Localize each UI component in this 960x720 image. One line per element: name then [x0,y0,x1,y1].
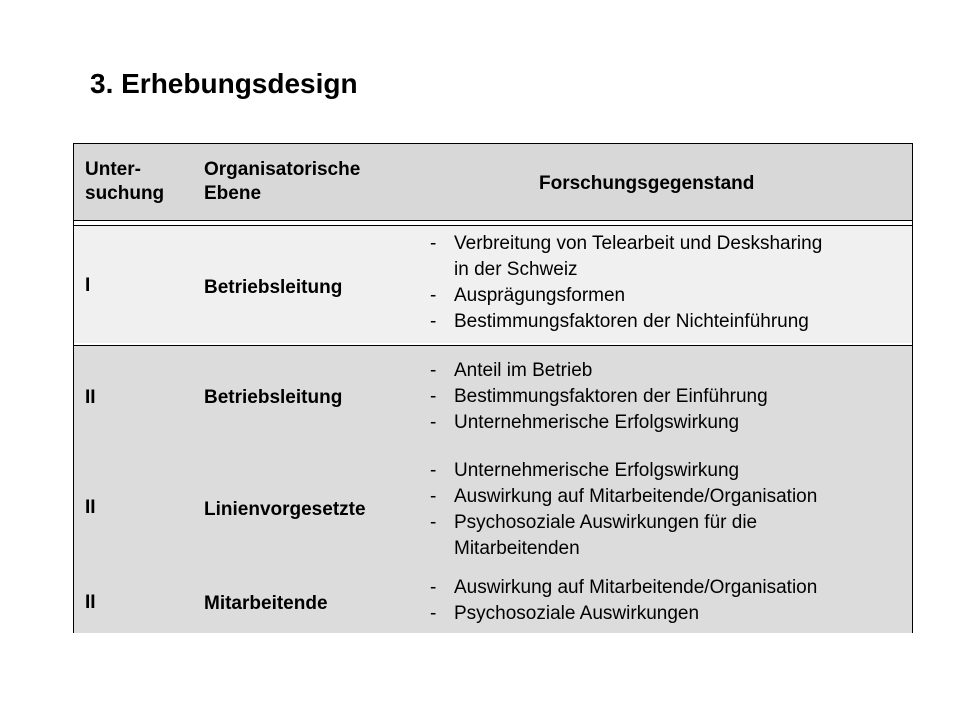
header-untersuchung-line1: Unter- [85,159,141,180]
list-item: - Anteil im Betrieb [430,358,768,384]
dash-marker: - [430,512,437,533]
list-item: - Bestimmungsfaktoren der Einführung [430,384,768,410]
table-row [74,225,912,343]
row-items [430,458,817,562]
header-untersuchung [85,158,195,206]
dash-marker: - [430,233,437,254]
row-level: Linienvorgesetzte [204,499,366,520]
header-ebene-line2: Ebene [204,183,262,204]
dash-marker: - [430,412,437,433]
list-item: Mitarbeitenden [454,538,580,559]
table-header-row [74,144,912,221]
list-item: - Unternehmerische Erfolgswirkung [430,410,768,436]
row-level: Betriebsleitung [204,387,343,408]
dash-marker: - [430,577,437,598]
row-items [430,358,768,436]
list-item: - Unternehmerische Erfolgswirkung [430,458,817,484]
dash-marker: - [430,285,437,306]
list-item: - Psychosoziale Auswirkungen [430,601,817,627]
header-ebene-line1: Organisatorische [204,159,361,180]
row-id: II [85,592,96,613]
list-item: - Auswirkung auf Mitarbeitende/Organisation [430,484,817,510]
header-forschungsgegenstand: Forschungsgegenstand [539,173,755,194]
row-level: Betriebsleitung [204,277,343,298]
row-level: Mitarbeitende [204,593,328,614]
row-items [430,575,817,627]
list-item: - Auswirkung auf Mitarbeitende/Organisation [430,575,817,601]
dash-marker: - [430,360,437,381]
row-id: II [85,497,96,518]
dash-marker: - [430,486,437,507]
dash-marker: - [430,603,437,624]
list-item: - Psychosoziale Auswirkungen für die [430,510,817,536]
page-title: 3. Erhebungsdesign [90,68,358,99]
row-id: I [85,275,91,296]
row-items [430,231,822,335]
dash-marker: - [430,460,437,481]
dash-marker: - [430,386,437,407]
header-organisatorische-ebene [204,158,414,206]
research-design-table [73,143,913,633]
header-untersuchung-line2: suchung [85,183,165,204]
row-id: II [85,387,96,408]
table-row-group [74,345,912,633]
list-item: in der Schweiz [454,259,578,280]
list-item: - Bestimmungsfaktoren der Nichteinführung [430,309,822,335]
list-item: - Verbreitung von Telearbeit und Desksharing [430,231,822,257]
dash-marker: - [430,311,437,332]
list-item: - Ausprägungsformen [430,283,822,309]
